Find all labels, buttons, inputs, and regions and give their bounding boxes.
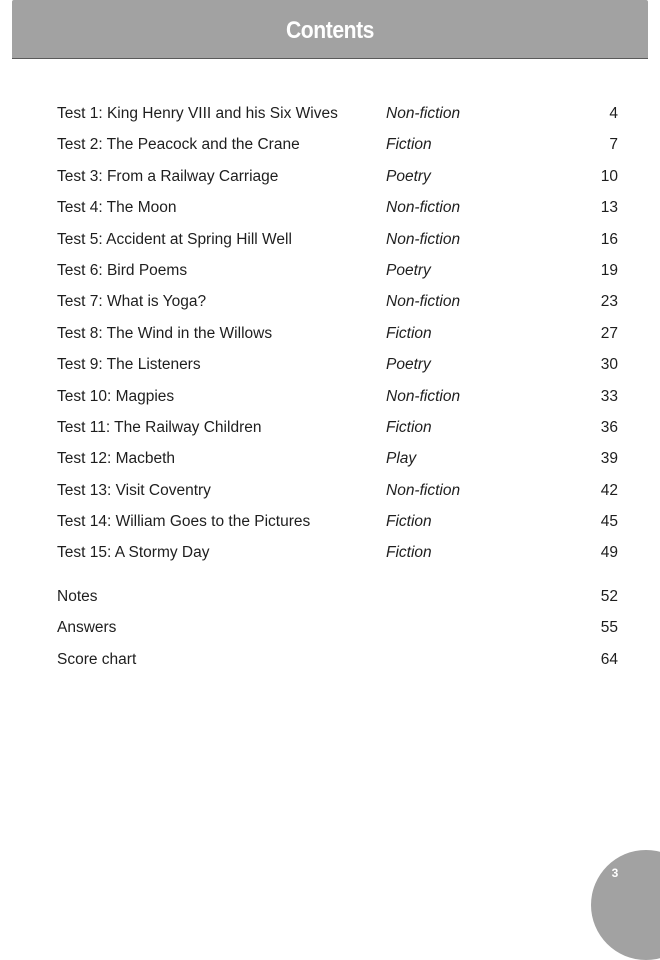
toc-entry-genre: Fiction <box>386 324 432 342</box>
toc-row-test-12[interactable] <box>57 443 618 474</box>
toc-row-notes[interactable] <box>57 581 618 612</box>
toc-entry-genre: Non-fiction <box>386 293 461 311</box>
toc-entry-genre: Non-fiction <box>386 387 461 405</box>
toc-entry-title: Test 9: The Listeners <box>57 356 201 374</box>
toc-entry-title: Test 10: Magpies <box>57 387 175 405</box>
toc-entry-genre: Non-fiction <box>386 481 461 499</box>
toc-entry-title: Answers <box>57 619 117 637</box>
toc-entry-genre: Fiction <box>386 544 432 562</box>
toc-entry-genre: Poetry <box>386 261 431 279</box>
toc-entry-genre: Fiction <box>386 513 432 531</box>
toc-entry-page: 4 <box>609 105 618 122</box>
toc-entry-title: Test 6: Bird Poems <box>57 261 188 279</box>
toc-entry-page: 36 <box>600 418 618 436</box>
toc-entry-page: 42 <box>600 481 618 499</box>
toc-entry-page: 33 <box>600 387 618 405</box>
toc-row-test-5[interactable] <box>57 224 618 255</box>
toc-row-test-3[interactable] <box>57 161 618 192</box>
toc-entry-title: Test 5: Accident at Spring Hill Well <box>57 230 292 248</box>
toc-entry-page: 45 <box>600 513 618 531</box>
toc-entry-genre: Poetry <box>386 356 431 374</box>
toc-row-test-9[interactable] <box>57 349 618 380</box>
toc-entry-page: 39 <box>600 450 618 468</box>
toc-extras-list <box>57 581 618 675</box>
toc-entry-title: Test 2: The Peacock and the Crane <box>57 136 300 154</box>
toc-entry-page: 55 <box>600 619 618 637</box>
toc-entry-title: Test 11: The Railway Children <box>57 418 262 436</box>
toc-row-test-10[interactable] <box>57 381 618 412</box>
toc-row-test-15[interactable] <box>57 537 618 568</box>
toc-entry-page: 49 <box>600 544 618 562</box>
toc-entry-page: 23 <box>600 293 618 311</box>
contents-header-bar <box>12 0 648 59</box>
toc-entry-title: Test 3: From a Railway Carriage <box>57 167 279 185</box>
toc-row-score-chart[interactable] <box>57 644 618 675</box>
toc-entry-title: Notes <box>57 588 98 605</box>
toc-row-test-14[interactable] <box>57 506 618 537</box>
toc-entry-title: Test 8: The Wind in the Willows <box>57 324 273 342</box>
toc-row-test-6[interactable] <box>57 255 618 286</box>
toc-test-list <box>57 98 618 569</box>
toc-entry-genre: Fiction <box>386 136 432 154</box>
toc-entry-title: Test 4: The Moon <box>57 199 177 217</box>
toc-entry-genre: Fiction <box>386 418 432 436</box>
toc-entry-title: Test 13: Visit Coventry <box>57 481 211 499</box>
toc-row-test-7[interactable] <box>57 286 618 317</box>
page-title: Contents <box>286 17 374 44</box>
page-number: 3 <box>611 866 619 880</box>
toc-entry-genre: Non-fiction <box>386 199 461 217</box>
toc-entry-title: Test 7: What is Yoga? <box>57 293 207 311</box>
toc-row-test-1[interactable] <box>57 98 618 129</box>
toc-entry-page: 7 <box>609 136 618 154</box>
toc-entry-page: 64 <box>600 650 618 668</box>
toc-entry-page: 52 <box>600 588 618 605</box>
toc-row-test-4[interactable] <box>57 192 618 223</box>
toc-entry-page: 27 <box>600 324 618 342</box>
toc-entry-page: 30 <box>600 356 618 374</box>
toc-entry-page: 10 <box>600 167 618 185</box>
toc-entry-genre: Non-fiction <box>386 105 461 122</box>
toc-entry-genre: Poetry <box>386 167 431 185</box>
toc-entry-page: 19 <box>600 261 618 279</box>
toc-row-test-13[interactable] <box>57 475 618 506</box>
toc-entry-genre: Play <box>386 450 417 468</box>
toc-entry-title: Test 1: King Henry VIII and his Six Wives <box>57 105 338 122</box>
toc-row-test-2[interactable] <box>57 129 618 160</box>
toc-row-test-11[interactable] <box>57 412 618 443</box>
toc-row-answers[interactable] <box>57 612 618 643</box>
toc-entry-genre: Non-fiction <box>386 230 461 248</box>
toc-entry-title: Test 14: William Goes to the Pictures <box>57 513 311 531</box>
toc-entry-page: 16 <box>600 230 618 248</box>
toc-entry-title: Test 15: A Stormy Day <box>57 544 210 562</box>
toc-entry-page: 13 <box>600 199 618 217</box>
toc-entry-title: Score chart <box>57 650 137 668</box>
toc-row-test-8[interactable] <box>57 318 618 349</box>
toc-entry-title: Test 12: Macbeth <box>57 450 176 468</box>
